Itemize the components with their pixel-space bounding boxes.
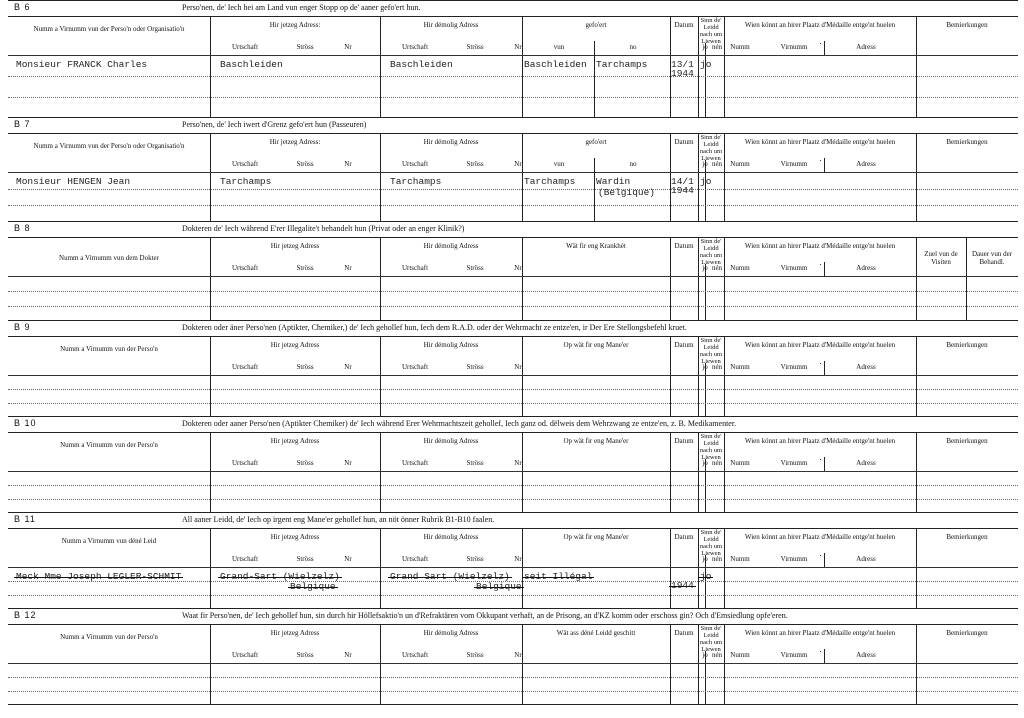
subheader-name: Numm: [730, 555, 750, 563]
subheader-nr: Nr: [344, 43, 352, 51]
column-header-date: Datum: [674, 242, 694, 250]
subheader-stross: Ströss: [466, 160, 484, 168]
subheader-urtschaft: Urtschaft: [401, 43, 429, 51]
entry-year: 1944: [671, 68, 694, 79]
column-header-date: Datum: [674, 21, 694, 29]
subheader-urtschaft: Urtschaft: [401, 363, 429, 371]
entry-address-now: Baschleiden: [220, 59, 283, 70]
column-header-alive: Sinn de' Leidd nach um Liewen: [699, 17, 723, 45]
entry-to: Tarchamps: [596, 59, 648, 70]
section-header: [8, 221, 1018, 238]
subheader-address: Adress: [856, 363, 876, 371]
subheader-name: Numm: [730, 43, 750, 51]
subheader-nr: Nr: [344, 264, 352, 272]
subheader-no: nén: [711, 651, 723, 659]
column-header-address-then: Hir démolig Adress: [423, 242, 479, 250]
subheader-address: Adress: [856, 264, 876, 272]
column-header-address-now: Hir jetzeg Adress: [270, 242, 320, 250]
subheader-urtschaft: Urtschaft: [231, 363, 259, 371]
column-header-alive: Sinn de' Leidd nach um Liewen: [699, 238, 723, 266]
subheader-stross: Ströss: [466, 264, 484, 272]
section-title: Dokteren oder aaner Perso'nen (Aptikter Chemiker) de' Iech während Erer Wehrmachtszeit gehollef, Iech ganz od. dëlweis dem Wehrzwang ze entze'en, z. B. Medikamenter.: [182, 419, 737, 428]
subheader-address: Adress: [856, 651, 876, 659]
column-header-address-then: Hir démolig Adress: [423, 437, 479, 445]
section-title: Dokteren de' Iech während E'rer Illegalite't behandelt hun (Privat oder an enger Klinik?): [182, 224, 465, 233]
column-header-alive: Sinn de' Leidd nach um Liewen: [699, 433, 723, 461]
section-table: [8, 336, 1018, 416]
subheader-firstname: Virnumm: [780, 555, 808, 563]
subheader-stross: Ströss: [296, 459, 314, 467]
subheader-address: Adress: [856, 160, 876, 168]
column-header-col3: Op wät fir eng Mane'er: [563, 341, 629, 349]
column-header-alive: Sinn de' Leidd nach um Liewen: [699, 134, 723, 162]
subheader-urtschaft: Urtschaft: [231, 651, 259, 659]
entry-to: Wardin: [596, 176, 631, 187]
section-title: Waat fir Perso'nen, de' Iech gehollef hun, sin durch hir Höllefsaktio'n un d'Refraktären vom Okkupant verhaft, an de Prisong, an d'KZ komm oder erschoss gin? Och d'Emsiedlung opfe'eren.: [182, 611, 788, 620]
entry-address-then: Tarchamps: [390, 176, 442, 187]
entry-alive-yes: jo: [700, 571, 712, 582]
column-header-alive: Sinn de' Leidd nach um Liewen: [699, 529, 723, 557]
subheader-to: no: [629, 160, 637, 168]
subheader-name: Numm: [730, 459, 750, 467]
entry-year: 1944: [671, 185, 694, 196]
subheader-to: no: [629, 43, 637, 51]
subheader-firstname: Virnumm: [780, 43, 808, 51]
subheader-yes: jo: [702, 43, 708, 51]
entry-from: Tarchamps: [524, 176, 576, 187]
subheader-urtschaft: Urtschaft: [401, 459, 429, 467]
subheader-urtschaft: Urtschaft: [401, 555, 429, 563]
section-b12: [8, 608, 1018, 704]
form-bottom-border: [8, 704, 1018, 705]
subheader-urtschaft: Urtschaft: [401, 264, 429, 272]
subheader-yes: jo: [702, 363, 708, 371]
column-header-date: Datum: [674, 437, 694, 445]
subheader-no: nén: [711, 160, 723, 168]
column-header-medal: Wien könnt an hirer Plaatz d'Médaille entge'nt huelen: [744, 341, 896, 349]
subheader-stross: Ströss: [466, 555, 484, 563]
entry-name: Meck Mme Joseph LEGLER-SCHMIT: [16, 571, 182, 582]
subheader-name: Numm: [730, 264, 750, 272]
subheader-address: Adress: [856, 43, 876, 51]
section-table: [8, 16, 1018, 117]
entry-to-country: (Belgique): [598, 187, 656, 198]
subheader-firstname: Virnumm: [780, 459, 808, 467]
section-b7: [8, 117, 1018, 221]
entry-from: Baschleiden: [524, 59, 587, 70]
column-header-date: Datum: [674, 533, 694, 541]
column-header-duration: Dauer vun der Behandl.: [971, 250, 1013, 266]
column-header-medal: Wien könnt an hirer Plaatz d'Médaille entge'nt huelen: [744, 21, 896, 29]
section-b8: [8, 221, 1018, 320]
entry-address-now: Grand-Sart (Wielzelz): [220, 571, 340, 582]
subheader-stross: Ströss: [466, 651, 484, 659]
subheader-nr: Nr: [344, 459, 352, 467]
column-header-address-then: Hir démolig Adress: [423, 341, 479, 349]
entry-alive-yes: jo: [700, 59, 712, 70]
subheader-no: nén: [711, 43, 723, 51]
column-header-address-then: Hir démolig Adress: [423, 629, 479, 637]
section-header: [8, 512, 1018, 529]
column-header-col3: Op wät fir eng Mane'er: [563, 533, 629, 541]
entry-address-then: Baschleiden: [390, 59, 453, 70]
column-header-visits: Zuel vun de Visiten: [924, 250, 958, 266]
subheader-name: Numm: [730, 651, 750, 659]
subheader-nr: Nr: [344, 651, 352, 659]
section-id: B 6: [14, 2, 31, 12]
entry-from: seit Illégal: [524, 571, 593, 582]
column-header-date: Datum: [674, 341, 694, 349]
subheader-urtschaft: Urtschaft: [231, 459, 259, 467]
section-header: [8, 608, 1018, 625]
column-header-name: Numm a Virnumm vun der Perso'n: [60, 441, 158, 449]
section-b10: [8, 416, 1018, 512]
subheader-stross: Ströss: [296, 651, 314, 659]
entry-date: 13/1: [671, 59, 694, 70]
section-header: [8, 416, 1018, 433]
section-header: [8, 0, 1018, 17]
column-header-name: Numm a Virnumm vun der Perso'n oder Organisatio'n: [33, 142, 185, 150]
column-header-address-now: Hir jetzeg Adress:: [269, 21, 321, 29]
subheader-yes: jo: [702, 459, 708, 467]
subheader-nr: Nr: [514, 459, 522, 467]
subheader-from: vun: [553, 43, 565, 51]
column-header-alive: Sinn de' Leidd nach um Liewen: [699, 625, 723, 653]
subheader-no: nén: [711, 363, 723, 371]
entry-alive-yes: jo: [700, 176, 712, 187]
subheader-stross: Ströss: [296, 43, 314, 51]
entry-address-now-country: Belgique: [290, 581, 336, 592]
column-header-col3: gefo'ert: [585, 21, 607, 29]
section-header: [8, 320, 1018, 337]
subheader-stross: Ströss: [466, 459, 484, 467]
subheader-firstname: Virnumm: [780, 363, 808, 371]
subheader-nr: Nr: [514, 160, 522, 168]
column-header-col3: Op wät fir eng Mane'er: [563, 437, 629, 445]
column-header-date: Datum: [674, 138, 694, 146]
entry-address-then-country: Belgique: [476, 581, 522, 592]
subheader-no: nén: [711, 264, 723, 272]
section-title: All aaner Leidd, de' Iech op irgent eng Mane'er gehollef hun, an nöt önner Rubrik B1-B10 faalen.: [182, 515, 495, 524]
subheader-firstname: Virnumm: [780, 264, 808, 272]
subheader-urtschaft: Urtschaft: [401, 160, 429, 168]
column-header-name: Numm a Virnumm vun déné Leid: [61, 537, 157, 545]
entry-address-now: Tarchamps: [220, 176, 272, 187]
column-header-medal: Wien könnt an hirer Plaatz d'Médaille entge'nt huelen: [744, 437, 896, 445]
section-id: B 7: [14, 119, 31, 129]
column-header-remarks: Bemierkungen: [946, 437, 988, 445]
subheader-nr: Nr: [514, 363, 522, 371]
form-page: [8, 0, 1018, 718]
column-header-name: Numm a Virnumm vun dem Dokter: [59, 254, 159, 262]
subheader-yes: jo: [702, 160, 708, 168]
column-header-name: Numm a Virnumm vun der Perso'n: [60, 633, 158, 641]
column-header-date: Datum: [674, 629, 694, 637]
section-table: [8, 432, 1018, 512]
subheader-no: nén: [711, 555, 723, 563]
column-header-address-now: Hir jetzeg Adress:: [269, 138, 321, 146]
column-header-name: Numm a Virnumm vun der Perso'n: [60, 345, 158, 353]
column-header-medal: Wien könnt an hirer Plaatz d'Médaille entge'nt huelen: [744, 533, 896, 541]
column-header-address-now: Hir jetzeg Adress: [270, 437, 320, 445]
subheader-nr: Nr: [514, 264, 522, 272]
subheader-urtschaft: Urtschaft: [231, 264, 259, 272]
section-id: B 8: [14, 223, 31, 233]
column-header-address-now: Hir jetzeg Adress: [270, 341, 320, 349]
column-header-remarks: Bemierkungen: [946, 629, 988, 637]
section-table: [8, 528, 1018, 608]
subheader-name: Numm: [730, 160, 750, 168]
entry-name: Monsieur FRANCK Charles: [16, 59, 148, 70]
subheader-stross: Ströss: [296, 363, 314, 371]
column-header-address-now: Hir jetzeg Adress: [270, 533, 320, 541]
section-b9: [8, 320, 1018, 416]
column-header-remarks: Bemierkungen: [946, 533, 988, 541]
column-header-col3: Wät fir eng Krankhét: [566, 242, 626, 250]
subheader-nr: Nr: [514, 43, 522, 51]
column-header-medal: Wien könnt an hirer Plaatz d'Médaille entge'nt huelen: [744, 629, 896, 637]
column-header-remarks: Bemierkungen: [946, 21, 988, 29]
subheader-firstname: Virnumm: [780, 651, 808, 659]
column-header-address-now: Hir jetzeg Adress: [270, 629, 320, 637]
section-title: Dokteren oder äner Perso'nen (Aptikter, Chemiker,) de' Iech gehollef hun, Iech dem R.A.D. oder der Wehrmacht ze entze'en, ir Der Ere Stellongsbefehl kruet.: [182, 323, 687, 332]
subheader-nr: Nr: [344, 363, 352, 371]
section-b6: [8, 0, 1018, 117]
column-header-remarks: Bemierkungen: [946, 138, 988, 146]
entry-name: Monsieur HENGEN Jean: [16, 176, 131, 187]
subheader-nr: Nr: [344, 555, 352, 563]
subheader-no: nén: [711, 459, 723, 467]
column-header-col3: gefo'ert: [585, 138, 607, 146]
subheader-address: Adress: [856, 555, 876, 563]
section-title: Perso'nen, de' Iech hei am Land vun enger Stopp op de' aaner gefo'ert hun.: [182, 3, 421, 12]
subheader-stross: Ströss: [466, 43, 484, 51]
subheader-nr: Nr: [514, 555, 522, 563]
column-header-address-then: Hir démolig Adress: [423, 21, 479, 29]
subheader-yes: jo: [702, 651, 708, 659]
subheader-yes: jo: [702, 555, 708, 563]
section-id: B 11: [14, 514, 36, 524]
subheader-name: Numm: [730, 363, 750, 371]
section-id: B 10: [14, 418, 37, 428]
column-header-remarks: Bemierkungen: [946, 341, 988, 349]
subheader-stross: Ströss: [296, 555, 314, 563]
column-header-address-then: Hir démolig Adress: [423, 533, 479, 541]
subheader-urtschaft: Urtschaft: [231, 43, 259, 51]
subheader-stross: Ströss: [466, 363, 484, 371]
subheader-firstname: Virnumm: [780, 160, 808, 168]
subheader-from: vun: [553, 160, 565, 168]
subheader-yes: jo: [702, 264, 708, 272]
subheader-stross: Ströss: [296, 264, 314, 272]
column-header-address-then: Hir démolig Adress: [423, 138, 479, 146]
column-header-medal: Wien könnt an hirer Plaatz d'Médaille entge'nt huelen: [744, 242, 896, 250]
entry-address-then: Grand Sart (Wielzelz): [390, 571, 510, 582]
subheader-urtschaft: Urtschaft: [231, 555, 259, 563]
subheader-urtschaft: Urtschaft: [401, 651, 429, 659]
column-header-medal: Wien könnt an hirer Plaatz d'Médaille entge'nt huelen: [744, 138, 896, 146]
entry-year: 1944: [671, 580, 694, 591]
subheader-nr: Nr: [344, 160, 352, 168]
subheader-stross: Ströss: [296, 160, 314, 168]
subheader-address: Adress: [856, 459, 876, 467]
section-table: [8, 133, 1018, 221]
entry-date: 14/1: [671, 176, 694, 187]
column-header-col3: Wät ass déné Leidd geschitt: [556, 629, 636, 637]
column-header-name: Numm a Virnumm vun der Perso'n oder Organisatio'n: [33, 25, 185, 33]
section-table: [8, 624, 1018, 704]
section-b11: [8, 512, 1018, 608]
section-id: B 12: [14, 610, 37, 620]
section-header: [8, 117, 1018, 134]
section-table: [8, 237, 1018, 320]
subheader-nr: Nr: [514, 651, 522, 659]
subheader-urtschaft: Urtschaft: [231, 160, 259, 168]
column-header-alive: Sinn de' Leidd nach um Liewen: [699, 337, 723, 365]
section-id: B 9: [14, 322, 31, 332]
section-title: Perso'nen, de' Iech iwert d'Grenz gefo'ert hun (Passeuren): [182, 120, 367, 129]
